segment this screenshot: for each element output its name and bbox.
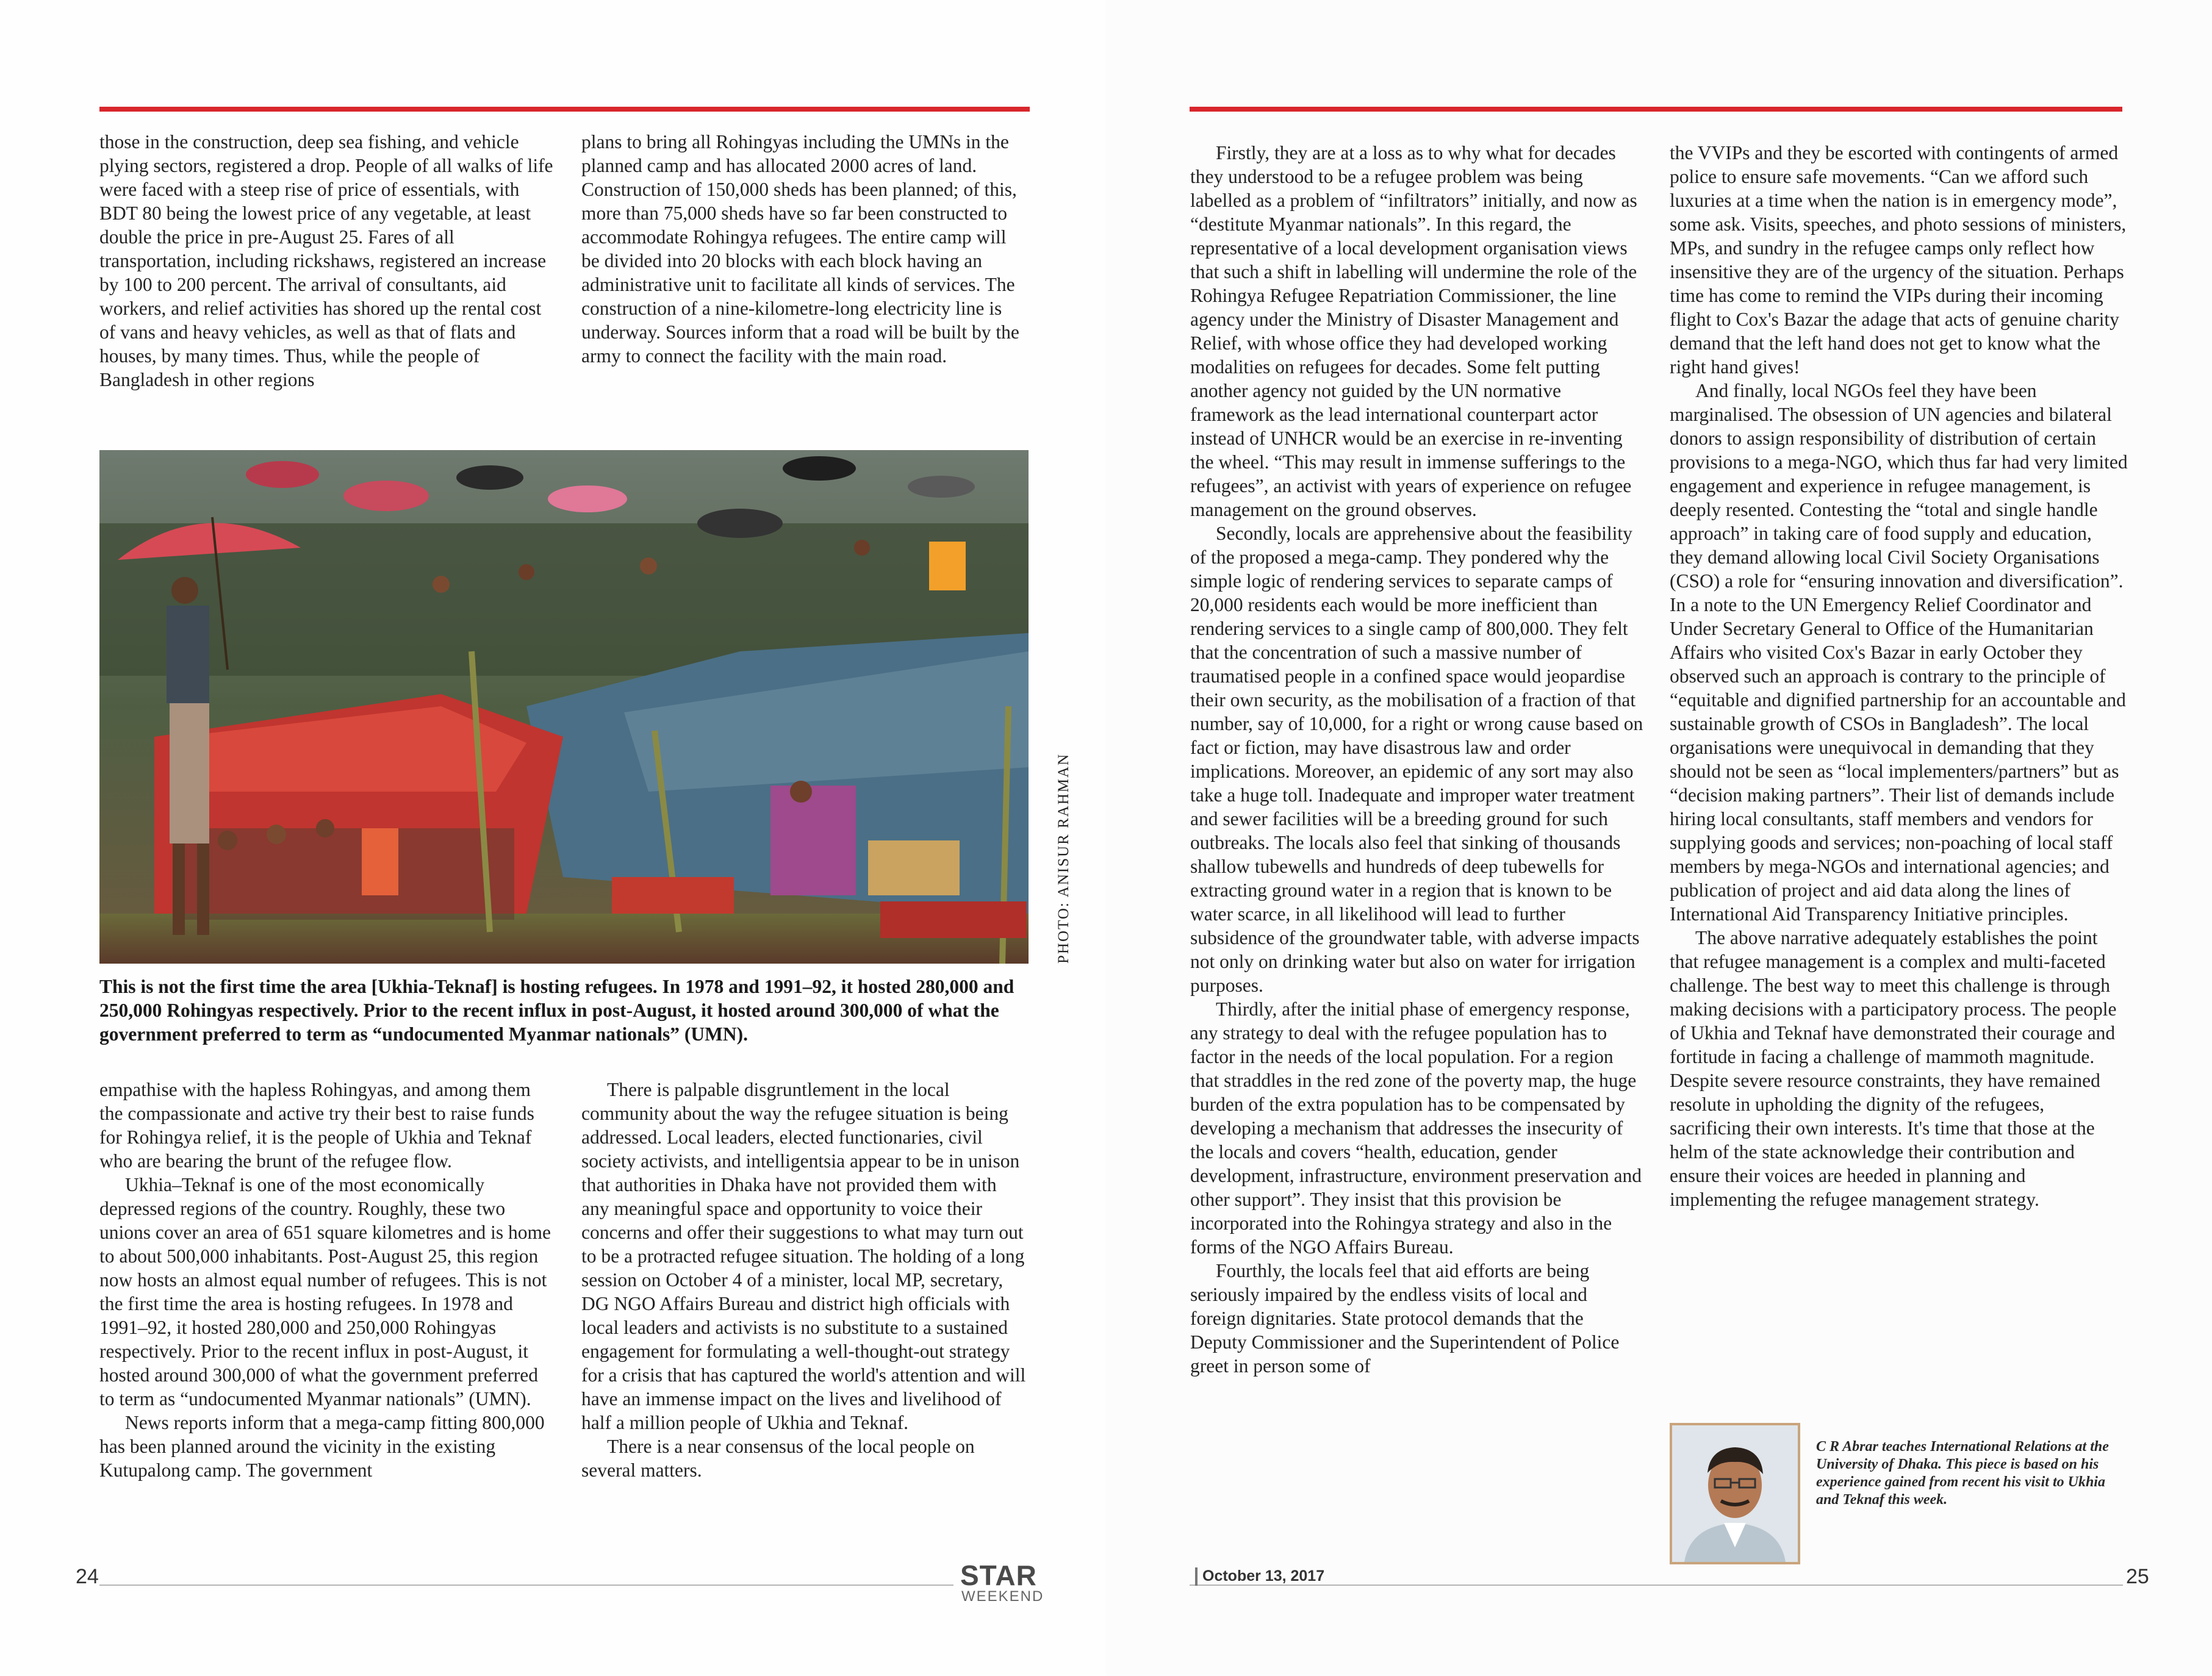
- paragraph: Secondly, locals are apprehensive about the feasibility of the proposed a mega-camp. They pondered why the simple logic of rendering services to separate camps of 20,000 residents each would be more inefficient than rendering services to a single camp of 800,000. They felt that the concentration of such a massive number of traumatised people in a confined space would jeopardise their own security, as the mobilisation of a fraction of that number, say of 10,000, for a right or wrong cause based on fact or fiction, may have disastrous law and order implications. Moreover, an epidemic of any sort may also take a huge toll. Inadequate and improper water treatment and sewer facilities will be a breeding ground for such outbreaks. The locals also feel that sinking of thousands shallow tubewells and hundreds of deep tubewells for extracting ground water in a region that is known to be water scarce, in all likelihood will lead to further subsidence of the groundwater table, with adverse impacts not only on drinking water but also on water for irrigation purposes.: [1190, 523, 1643, 996]
- paragraph: Firstly, they are at a loss as to why what for decades they understood to be a refugee problem was being labelled as a problem of “infiltrators” initially, and now as “destitute Myanmar nationals”. In this regard, the representative of a local development organisation views that such a shift in labelling will undermine the role of the Rohingya Refugee Repatriation Commissioner, the line agency under the Ministry of Disaster Management and Relief, with whose office they had developed working modalities on refugees for decades. Some felt putting another agency not guided by the UN normative framework as the lead international counterpart actor instead of UNHCR would be an exercise in re-inventing the wheel. “This may result in immense sufferings to the refugees”, an activist with years of experience on refugee management on the ground observes.: [1190, 142, 1637, 520]
- paragraph: There is a near consensus of the local people on several matters.: [581, 1436, 975, 1481]
- magazine-logo-sub: WEEKEND: [961, 1588, 1044, 1605]
- column-2: [1670, 141, 2128, 1409]
- paragraph: plans to bring all Rohingyas including the UMNs in the planned camp and has allocated 2000 acres of land. Construction of 150,000 sheds has been planned; of this, more than 75,000 sheds have so far been constructed to accommodate Rohingya refugees. The entire camp will be divided into 20 blocks with each block having an administrative unit to facilitate all kinds of services. The construction of a nine-kilometre-long electricity line is underway. Sources inform that a road will be built by the army to connect the facility with the main road.: [581, 131, 1019, 367]
- paragraph: Thirdly, after the initial phase of emergency response, any strategy to deal with the refugee population has to factor in the needs of the local population. For a region that straddles in the red zone of the poverty map, the huge burden of the extra population has to be compensated by developing a mechanism that addresses the insecurity of the locals and covers “health, education, gender development, infrastructure, environment preservation and other support”. They insist that this provision be incorporated into the Rohingya strategy and also in the forms of the NGO Affairs Bureau.: [1190, 998, 1642, 1258]
- magazine-logo: STAR: [960, 1560, 1037, 1591]
- column-1: [1190, 141, 1645, 1562]
- date-marker: [1195, 1567, 1198, 1586]
- footer-rule: [1190, 1585, 2123, 1586]
- paragraph: News reports inform that a mega-camp fitting 800,000 has been planned around the vicinity in the existing Kutupalong camp. The government: [99, 1412, 545, 1481]
- column-1-top: [99, 130, 555, 428]
- paragraph: And finally, local NGOs feel they have been marginalised. The obsession of UN agencies and bilateral donors to assign responsibility of distribution of certain provisions to a mega-NGO, which thus far had very limited engagement and experience in refugee management, is deeply resented. Contesting the “total and single handle approach” in taking care of food supply and education, they demand allowing local Civil Society Organisations (CSO) a role for “ensuring innovation and diversification”. In a note to the UN Emergency Relief Coordinator and Under Secretary General to Office of the Humanitarian Affairs who visited Cox's Bazar in early October they observed such an approach is contrary to the principle of “equitable and dignified partnership for an accountable and sustainable growth of CSOs in Bangladesh”. The local organisations were unequivocal in demanding that they should not be seen as “local implementers/partners” but as “decision making partners”. Their list of demands include hiring local consultants, staff members and vendors for supplying goods and services; non-poaching of local staff members by mega-NGOs and international agencies; and publication of project and aid data along the lines of International Aid Transparency Initiative principles.: [1670, 380, 2128, 925]
- author-bio: C R Abrar teaches International Relations at the University of Dhaka. This piece is based on his experience gained from recent his visit to Ukhia and Teknaf this week.: [1816, 1439, 2109, 1508]
- paragraph: those in the construction, deep sea fishing, and vehicle plying sectors, registered a drop. People of all walks of life were faced with a steep rise of price of essentials, with BDT 80 being the lowest price of any vegetable, at least double the price in pre-August 25. Fares of all transportation, including rickshaws, registered an increase by 100 to 200 percent. The arrival of consultants, aid workers, and relief activities has shored up the rental cost of vans and heavy vehicles, as well as that of flats and houses, by many times. Thus, while the people of Bangladesh in other regions: [99, 131, 553, 390]
- issue-date: October 13, 2017: [1202, 1567, 1325, 1585]
- paragraph: empathise with the hapless Rohingyas, and among them the compassionate and active try their best to raise funds for Rohingya relief, it is the people of Ukhia and Teknaf who are bearing the brunt of the refugee flow.: [99, 1079, 534, 1172]
- column-1-bottom: [99, 1078, 555, 1560]
- page-number: 25: [2126, 1565, 2149, 1588]
- paragraph: Ukhia–Teknaf is one of the most economically depressed regions of the country. Roughly, these two unions cover an area of 651 square kilometres and is home to about 500,000 inhabitants. Post-August 25, this region now hosts an almost equal number of refugees. This is not the first time the area is hosting refugees. In 1978 and 1991–92, it hosted 280,000 and 250,000 Rohingyas respectively. Prior to the recent influx in post-August, it hosted around 300,000 of what the government preferred to term as “undocumented Myanmar nationals” (UMN).: [99, 1174, 551, 1409]
- paragraph: Fourthly, the locals feel that aid efforts are being seriously impaired by the endless visits of local and foreign dignitaries. State protocol demands that the Deputy Commissioner and the Superintendent of Police greet in person some of: [1190, 1260, 1620, 1377]
- top-red-rule: [1190, 107, 2122, 112]
- paragraph: The above narrative adequately establishes the point that refugee management is a complex and multi-faceted challenge. The best way to meet this challenge is through making decisions with a participatory process. The people of Ukhia and Teknaf have demonstrated their courage and fortitude in facing a challenge of mammoth magnitude. Despite severe resource constraints, they have remained resolute in upholding the dignity of the refugees, sacrificing their own interests. It's time that those at the helm of the state acknowledge their contribution and ensure their voices are heeded in planning and implementing the refugee management strategy.: [1670, 927, 2117, 1210]
- right-page: [1106, 0, 2212, 1676]
- top-red-rule: [99, 107, 1030, 112]
- footer-rule: [99, 1585, 953, 1586]
- paragraph: the VVIPs and they be escorted with contingents of armed police to ensure safe movements. “Can we afford such luxuries at a time when the nation is in emergency mode”, some ask. Visits, speeches, and photo sessions of ministers, MPs, and sundry in the refugee camps only reflect how insensitive they are of the urgency of the situation. Perhaps time has come to remind the VIPs during their incoming flight to Cox's Bazar the adage that acts of genuine charity demand that the left hand does not get to know what the right hand gives!: [1670, 142, 2127, 378]
- page-number: 24: [76, 1565, 99, 1588]
- photo-credit: PHOTO: ANISUR RAHMAN: [1055, 753, 1072, 964]
- photo-caption: This is not the first time the area [Ukhia-Teknaf] is hosting refugees. In 1978 and 1991–92, it hosted 280,000 and 250,000 Rohingyas respectively. Prior to the recent influx in post-August, it hosted around 300,000 of what the government preferred to term as “undocumented Myanmar nationals” (UMN).: [99, 976, 1014, 1045]
- paragraph: There is palpable disgruntlement in the local community about the way the refugee situation is being addressed. Local leaders, elected functionaries, civil society activists, and intelligentsia appear to be in unison that authorities in Dhaka have not provided them with any meaningful space and opportunity to voice their concerns and offer their suggestions to what may turn out to be a protracted refugee situation. The holding of a long session on October 4 of a minister, local MP, secretary, DG NGO Affairs Bureau and district high officials with local leaders and activists is no substitute to a sustained engagement for formulating a well-thought-out strategy for a crisis that has captured the world's attention and will have an immense impact on the lives and livelihood of half a million people of Ukhia and Teknaf.: [581, 1079, 1026, 1433]
- author-portrait: [1670, 1423, 1800, 1564]
- column-2-bottom: [581, 1078, 1029, 1560]
- refugee-camp-photo: [99, 450, 1029, 964]
- column-2-top: [581, 130, 1029, 428]
